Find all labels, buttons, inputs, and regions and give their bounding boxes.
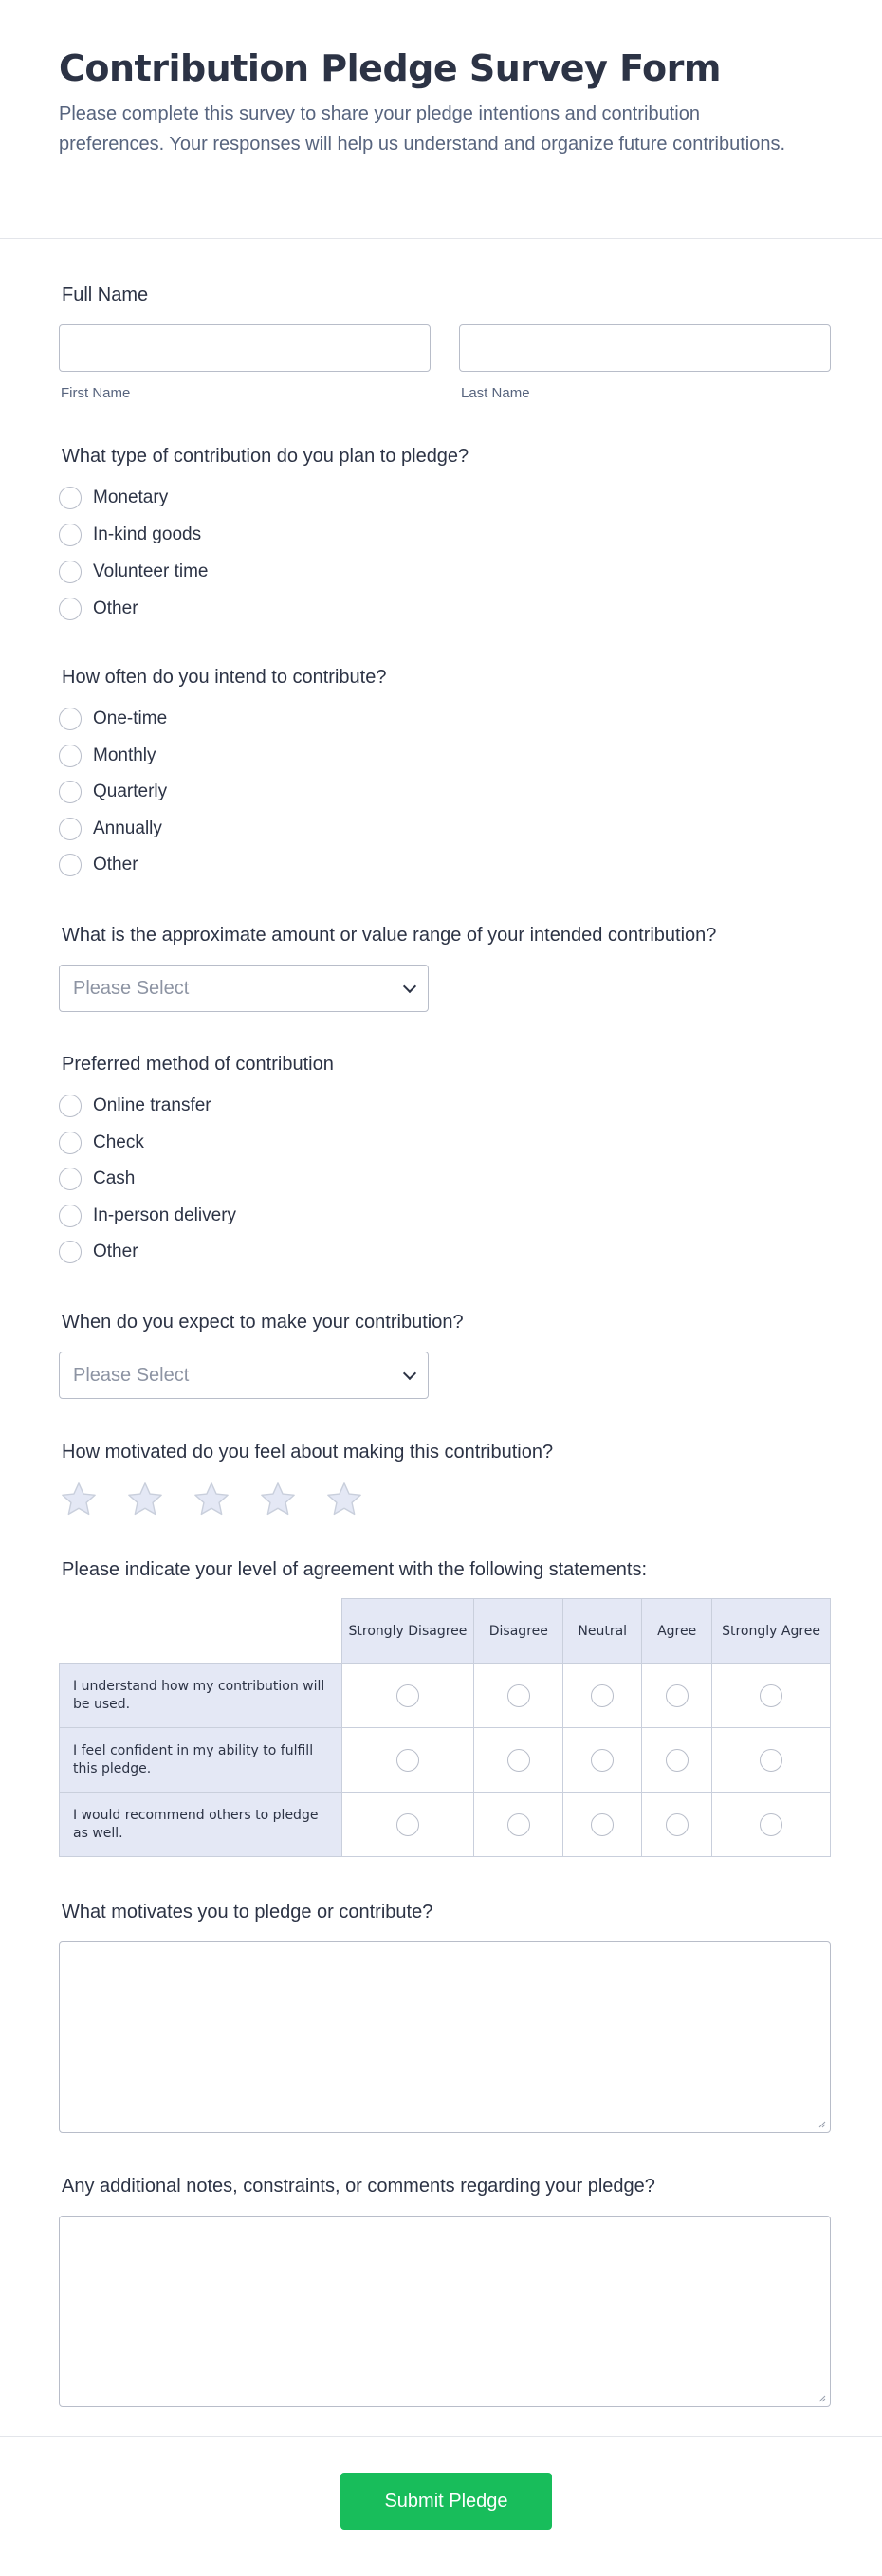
agreement-question: [59, 1559, 831, 1581]
radio-button[interactable]: [396, 1749, 419, 1772]
matrix-cell[interactable]: [563, 1728, 642, 1793]
radio-option-monetary[interactable]: [59, 484, 168, 512]
agreement-matrix: [59, 1598, 831, 1857]
resize-handle-icon[interactable]: [817, 2119, 826, 2128]
radio-label: Online transfer: [93, 1095, 211, 1115]
select-placeholder: Please Select: [73, 977, 190, 999]
motivation-label: How motivated do you feel about making this contribution?: [62, 1442, 554, 1463]
last-name-input[interactable]: [459, 324, 831, 372]
radio-button[interactable]: [507, 1813, 530, 1836]
radio-label: Other: [93, 855, 138, 874]
matrix-cell[interactable]: [341, 1664, 474, 1728]
radio-button[interactable]: [591, 1749, 614, 1772]
radio-button[interactable]: [59, 854, 82, 876]
amount-question: [59, 925, 831, 947]
matrix-cell[interactable]: [642, 1664, 712, 1728]
matrix-cell[interactable]: [474, 1728, 563, 1793]
matrix-cell[interactable]: [341, 1793, 474, 1857]
star-icon[interactable]: [258, 1480, 298, 1519]
notes-textarea[interactable]: [59, 2216, 831, 2407]
last-name-sublabel: Last Name: [461, 385, 530, 401]
chevron-down-icon: [403, 980, 416, 993]
timing-select[interactable]: [59, 1352, 429, 1399]
matrix-column-header: Neutral: [563, 1599, 642, 1664]
radio-button[interactable]: [59, 1132, 82, 1154]
matrix-cell[interactable]: [642, 1728, 712, 1793]
star-icon[interactable]: [125, 1480, 165, 1519]
radio-label: Volunteer time: [93, 561, 209, 581]
radio-button[interactable]: [59, 1241, 82, 1263]
radio-button[interactable]: [396, 1813, 419, 1836]
radio-button[interactable]: [666, 1813, 689, 1836]
radio-button[interactable]: [760, 1813, 782, 1836]
full-name-question: [59, 285, 831, 306]
radio-label: Other: [93, 1242, 138, 1261]
matrix-row-label: I understand how my contribution will be used.: [60, 1664, 342, 1728]
matrix-cell[interactable]: [474, 1664, 563, 1728]
matrix-column-header: Strongly Disagree: [341, 1599, 474, 1664]
radio-button[interactable]: [59, 818, 82, 840]
select-placeholder: Please Select: [73, 1364, 190, 1386]
radio-option-one-time[interactable]: [59, 705, 167, 733]
radio-option-other[interactable]: [59, 595, 138, 623]
radio-label: Check: [93, 1132, 144, 1152]
agreement-label: Please indicate your level of agreement with the following statements:: [62, 1559, 648, 1580]
motivates-question: [59, 1902, 831, 1923]
radio-option-in-person[interactable]: [59, 1202, 236, 1230]
notes-question: [59, 2176, 831, 2198]
matrix-column-header: Strongly Agree: [712, 1599, 831, 1664]
matrix-row-label: I feel confident in my ability to fulfill this pledge.: [60, 1728, 342, 1793]
matrix-cell[interactable]: [712, 1728, 831, 1793]
matrix-cell[interactable]: [712, 1664, 831, 1728]
radio-button[interactable]: [59, 487, 82, 509]
matrix-cell[interactable]: [642, 1793, 712, 1857]
radio-button[interactable]: [59, 781, 82, 803]
radio-option-annually[interactable]: [59, 815, 162, 843]
star-rating: [59, 1480, 364, 1519]
timing-label: When do you expect to make your contribution?: [62, 1312, 464, 1333]
matrix-header-row: [60, 1599, 831, 1664]
radio-button[interactable]: [59, 598, 82, 620]
radio-button[interactable]: [59, 561, 82, 583]
star-icon[interactable]: [324, 1480, 364, 1519]
radio-label: In-kind goods: [93, 524, 202, 544]
radio-label: Monetary: [93, 488, 169, 507]
matrix-cell[interactable]: [474, 1793, 563, 1857]
radio-button[interactable]: [666, 1684, 689, 1707]
method-question: [59, 1054, 831, 1076]
radio-button[interactable]: [59, 1205, 82, 1227]
matrix-column-header: Disagree: [474, 1599, 563, 1664]
radio-label: In-person delivery: [93, 1205, 237, 1225]
method-label: Preferred method of contribution: [62, 1054, 334, 1075]
radio-button[interactable]: [760, 1749, 782, 1772]
timing-question: [59, 1312, 831, 1334]
matrix-row: [60, 1793, 831, 1857]
motivates-textarea[interactable]: [59, 1941, 831, 2133]
matrix-cell[interactable]: [341, 1728, 474, 1793]
contribution-type-question: [59, 446, 831, 468]
radio-button[interactable]: [59, 1095, 82, 1117]
radio-label: Cash: [93, 1168, 136, 1188]
radio-button[interactable]: [507, 1684, 530, 1707]
radio-button[interactable]: [591, 1813, 614, 1836]
form-footer: [0, 2436, 882, 2576]
first-name-sublabel: First Name: [61, 385, 131, 401]
radio-button[interactable]: [59, 745, 82, 767]
radio-option-monthly[interactable]: [59, 742, 156, 770]
amount-select[interactable]: [59, 965, 429, 1012]
radio-label: Annually: [93, 819, 162, 838]
radio-button[interactable]: [760, 1684, 782, 1707]
contribution-type-label: What type of contribution do you plan to pledge?: [62, 446, 469, 467]
radio-label: One-time: [93, 708, 168, 728]
motivation-question: [59, 1442, 831, 1463]
radio-label: Quarterly: [93, 782, 168, 801]
matrix-row: [60, 1728, 831, 1793]
radio-label: Monthly: [93, 745, 156, 765]
first-name-input[interactable]: [59, 324, 431, 372]
radio-option-other-frequency[interactable]: [59, 851, 138, 879]
radio-option-volunteer[interactable]: [59, 558, 208, 586]
motivates-label: What motivates you to pledge or contribute?: [62, 1902, 433, 1923]
radio-button[interactable]: [59, 1168, 82, 1190]
radio-option-cash[interactable]: [59, 1165, 135, 1193]
radio-option-other-method[interactable]: [59, 1238, 138, 1266]
page-title: Contribution Pledge Survey Form: [59, 47, 721, 89]
radio-label: Other: [93, 598, 138, 618]
matrix-cell[interactable]: [563, 1664, 642, 1728]
radio-option-quarterly[interactable]: [59, 778, 167, 806]
radio-option-check[interactable]: [59, 1129, 144, 1157]
radio-button[interactable]: [666, 1749, 689, 1772]
star-icon[interactable]: [59, 1480, 99, 1519]
radio-button[interactable]: [507, 1749, 530, 1772]
full-name-label: Full Name: [62, 285, 149, 305]
matrix-corner: [60, 1599, 342, 1664]
star-icon[interactable]: [192, 1480, 231, 1519]
matrix-row-label: I would recommend others to pledge as well.: [60, 1793, 342, 1857]
radio-button[interactable]: [396, 1684, 419, 1707]
notes-label: Any additional notes, constraints, or comments regarding your pledge?: [62, 2176, 655, 2197]
resize-handle-icon[interactable]: [817, 2393, 826, 2402]
matrix-cell[interactable]: [712, 1793, 831, 1857]
radio-button[interactable]: [59, 708, 82, 730]
radio-button[interactable]: [591, 1684, 614, 1707]
submit-pledge-button[interactable]: Submit Pledge: [340, 2473, 552, 2530]
chevron-down-icon: [403, 1367, 416, 1380]
radio-button[interactable]: [59, 524, 82, 546]
matrix-cell[interactable]: [563, 1793, 642, 1857]
matrix-column-header: Agree: [642, 1599, 712, 1664]
amount-label: What is the approximate amount or value range of your intended contribution?: [62, 925, 717, 946]
radio-option-online-transfer[interactable]: [59, 1092, 211, 1120]
radio-option-in-kind[interactable]: [59, 521, 201, 549]
form-header: [0, 0, 882, 239]
form-description: Please complete this survey to share your pledge intentions and contribution preferences. Your responses will help us understand and organize future contributions.: [59, 103, 786, 155]
frequency-label: How often do you intend to contribute?: [62, 667, 387, 688]
frequency-question: [59, 667, 831, 689]
matrix-row: [60, 1664, 831, 1728]
